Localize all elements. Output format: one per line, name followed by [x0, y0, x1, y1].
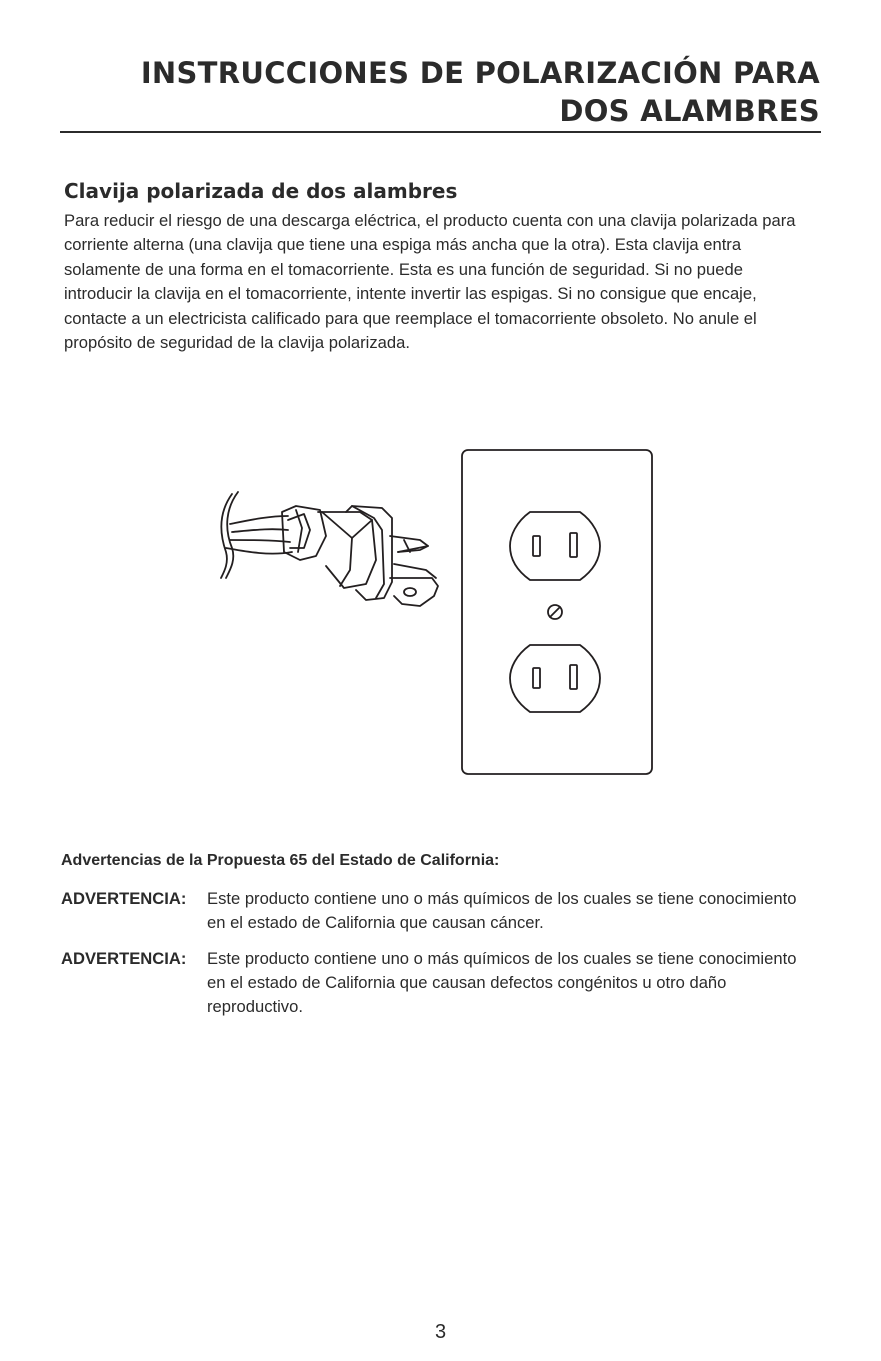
warning-text: Este producto contiene uno o más químicos de los cuales se tiene conocimiento en el estado de California que causan defectos congénitos u otro daño reproductivo. — [207, 949, 797, 1016]
warning-2 — [61, 947, 801, 1019]
section-body: Para reducir el riesgo de una descarga eléctrica, el producto cuenta con una clavija polarizada para corriente alterna (una clavija que tiene una espiga más ancha que la otra). Esta clavija entra solamente de una forma en el tomacorriente. Esta es una función de seguridad. Si no puede introducir la clavija en el tomacorriente, intente invertir las espigas. Si no consigue que encaje, contacte a un electricista calificado para que reemplace el tomacorriente obsoleto. No anule el propósito de seguridad de la clavija polarizada. — [64, 211, 796, 353]
plug-icon — [282, 506, 438, 606]
polarized-plug-outlet-illustration — [210, 446, 660, 780]
warning-text: Este producto contiene uno o más químicos de los cuales se tiene conocimiento en el estado de California que causan cáncer. — [207, 889, 797, 932]
section-heading: Clavija polarizada de dos alambres — [64, 179, 458, 203]
title-divider — [60, 131, 821, 133]
warning-label: ADVERTENCIA: — [61, 949, 187, 968]
page-number: 3 — [434, 1321, 447, 1343]
prop65-heading: Advertencias de la Propuesta 65 del Estado de California: — [61, 852, 500, 869]
page-title-line-1: INSTRUCCIONES DE POLARIZACIÓN PARA — [140, 56, 820, 90]
outlet-icon — [462, 450, 652, 774]
warning-1 — [61, 887, 801, 935]
page-title-line-2: DOS ALAMBRES — [559, 94, 820, 128]
warning-label: ADVERTENCIA: — [61, 889, 187, 908]
cord-icon — [221, 492, 292, 578]
page-title — [60, 54, 820, 130]
